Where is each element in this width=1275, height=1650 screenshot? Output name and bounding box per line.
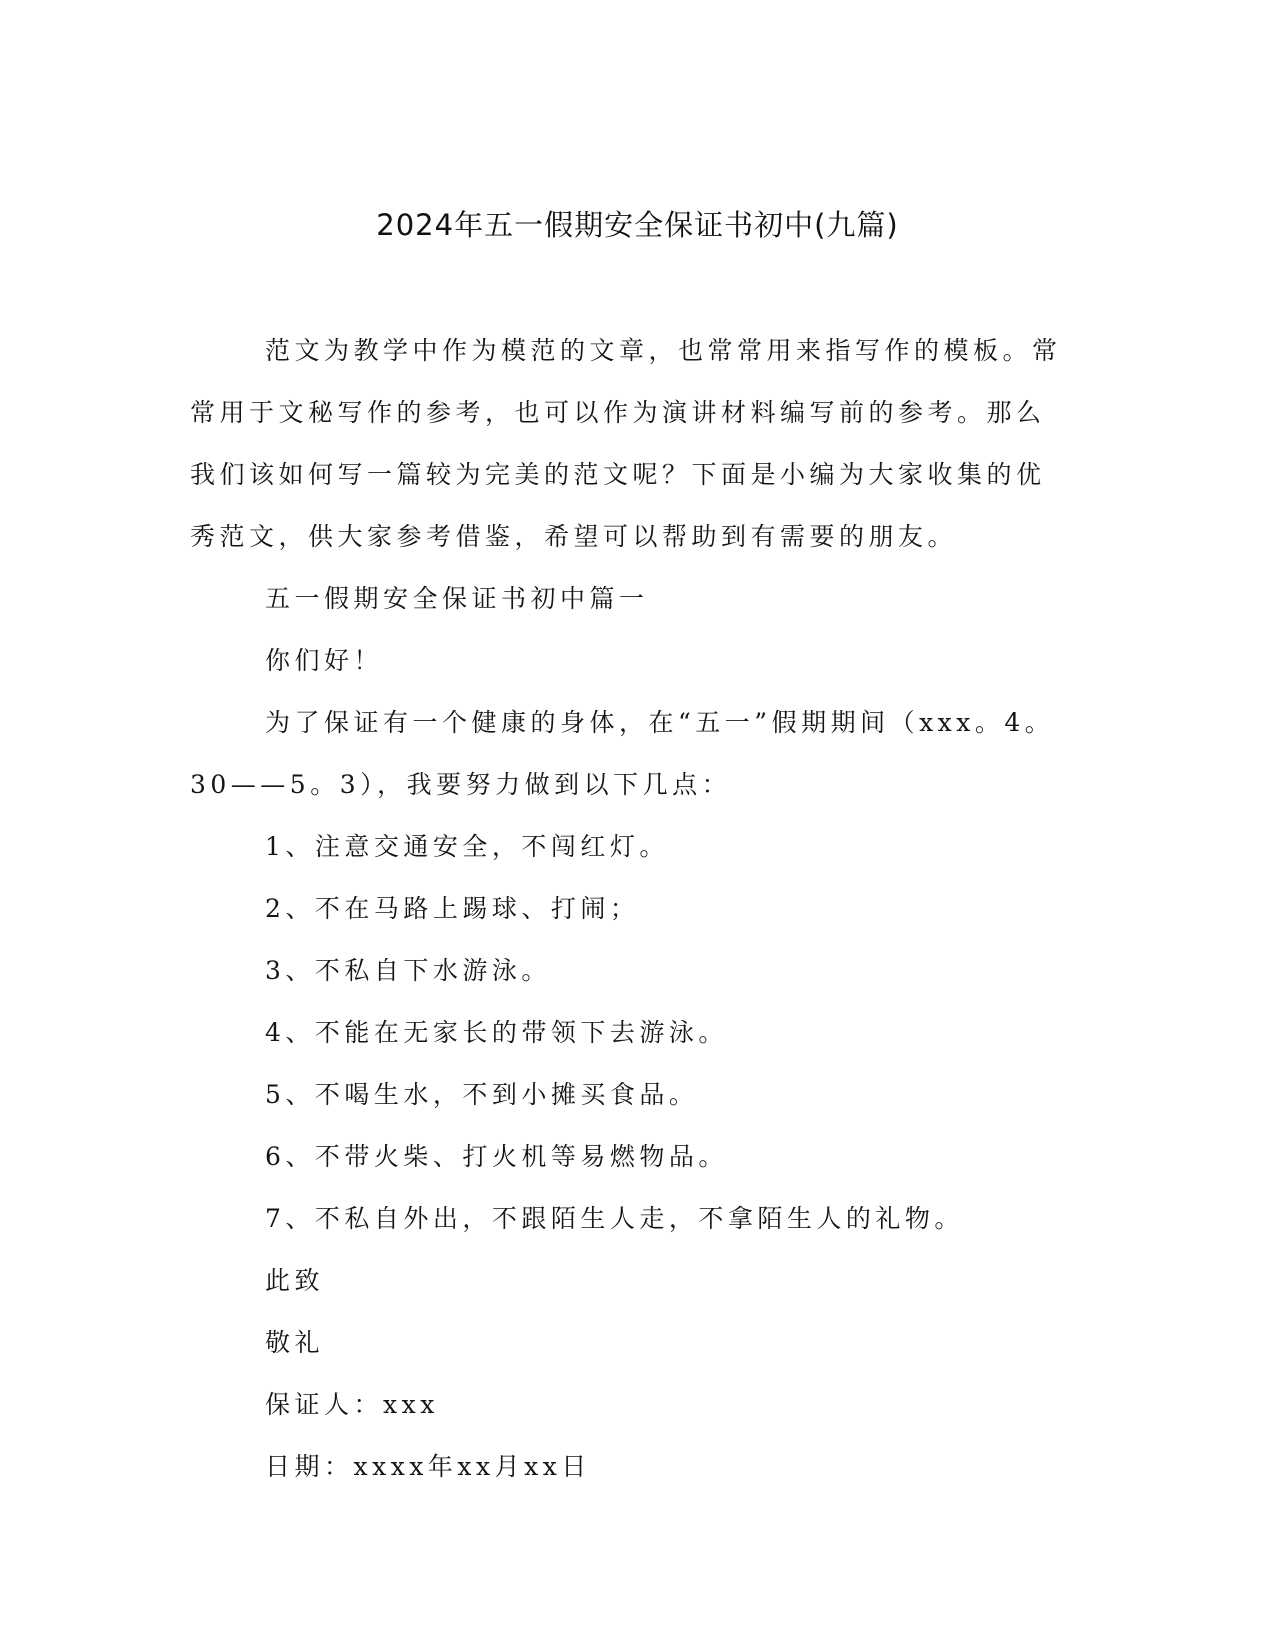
document-title: 2024年五一假期安全保证书初中(九篇): [376, 208, 899, 242]
date-line: 日期：xxxx年xx月xx日: [265, 1452, 591, 1481]
list-item: 2、不在马路上踢球、打闹；: [265, 894, 640, 923]
list-item: 4、不能在无家长的带领下去游泳。: [265, 1018, 728, 1047]
list-item: 5、不喝生水，不到小摊买食品。: [265, 1080, 699, 1109]
statement-paragraph: 为了保证有一个健康的身体，在“五一”假期期间（xxx。4。30——5。3），我要努力做到以下几点：: [190, 708, 1055, 799]
signer-line: 保证人：xxx: [265, 1390, 439, 1419]
greeting-line: 你们好！: [265, 646, 384, 675]
list-item: 7、不私自外出，不跟陌生人走，不拿陌生人的礼物。: [265, 1204, 964, 1233]
closing-line: 此致: [265, 1266, 325, 1295]
document-body: [190, 320, 1070, 1498]
intro-paragraph: 范文为教学中作为模范的文章，也常常用来指写作的模板。常常用于文秘写作的参考，也可以作为演讲材料编写前的参考。那么我们该如何写一篇较为完美的范文呢？下面是小编为大家收集的优秀范文，供大家参考借鉴，希望可以帮助到有需要的朋友。: [190, 336, 1062, 551]
list-item: 6、不带火柴、打火机等易燃物品。: [265, 1142, 728, 1171]
list-item: 3、不私自下水游泳。: [265, 956, 551, 985]
salutation-line: 敬礼: [265, 1328, 325, 1357]
section-heading: 五一假期安全保证书初中篇一: [265, 584, 649, 613]
list-item: 1、注意交通安全，不闯红灯。: [265, 832, 669, 861]
